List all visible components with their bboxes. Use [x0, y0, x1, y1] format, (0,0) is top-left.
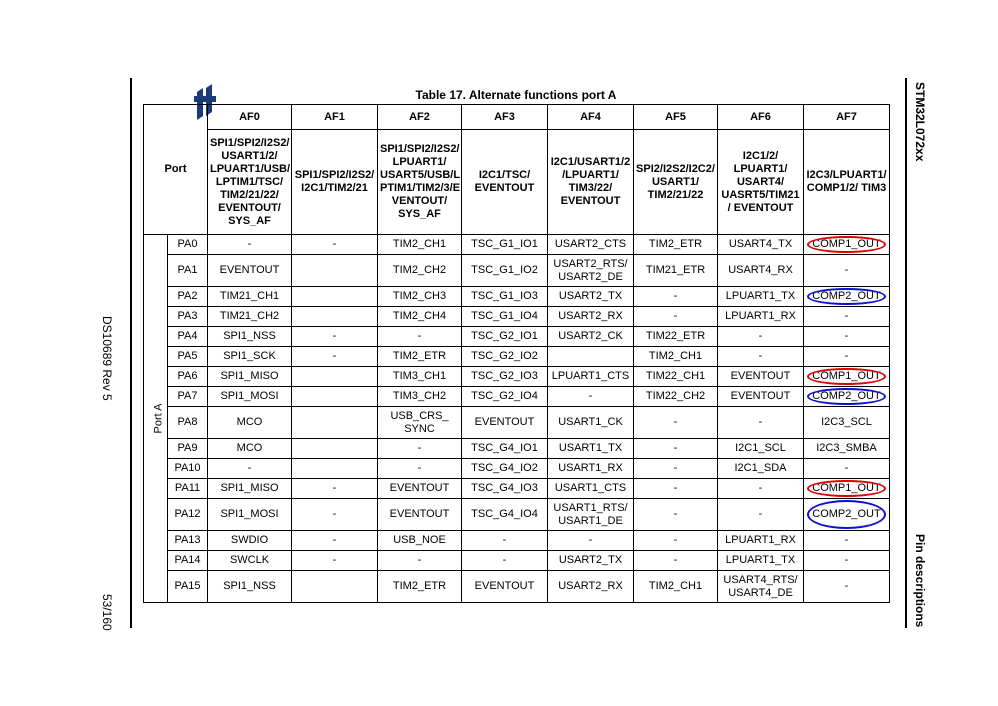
- table-header: [144, 105, 890, 235]
- af-header: AF1: [292, 105, 378, 130]
- af-cell: TSC_G1_IO4: [462, 307, 548, 327]
- af-cell: EVENTOUT: [718, 367, 804, 387]
- af-cell: TIM2_ETR: [378, 571, 462, 603]
- af-cell: USART2_TX: [548, 287, 634, 307]
- af-cell: -: [718, 479, 804, 499]
- pin-cell: PA10: [168, 459, 208, 479]
- af-cell: USART1_CK: [548, 407, 634, 439]
- pin-cell: PA12: [168, 499, 208, 531]
- af-cell: SPI1_MISO: [208, 479, 292, 499]
- af-value: COMP2_OUT: [812, 508, 881, 520]
- af-description: SPI1/SPI2/I2S2/ USART1/2/ LPUART1/USB/ LPTIM1/TSC/ TIM2/21/22/ EVENTOUT/ SYS_AF: [208, 130, 292, 235]
- af-cell: -: [804, 459, 890, 479]
- af-cell: -: [292, 479, 378, 499]
- af-cell: [292, 367, 378, 387]
- table-row: [144, 531, 890, 551]
- af-header: AF2: [378, 105, 462, 130]
- af-cell: MCO: [208, 407, 292, 439]
- af-header: AF7: [804, 105, 890, 130]
- af-cell: TSC_G1_IO2: [462, 255, 548, 287]
- af-header: AF6: [718, 105, 804, 130]
- right-margin: [903, 0, 943, 706]
- af-description: I2C1/USART1/2 /LPUART1/ TIM3/22/ EVENTOUT: [548, 130, 634, 235]
- table-row: [144, 439, 890, 459]
- af-cell: -: [292, 551, 378, 571]
- af-cell: USB_CRS_ SYNC: [378, 407, 462, 439]
- af-header-row: [144, 105, 890, 130]
- pin-cell: PA13: [168, 531, 208, 551]
- table-row: [144, 255, 890, 287]
- af-cell: -: [548, 531, 634, 551]
- af-cell: TSC_G2_IO2: [462, 347, 548, 367]
- table-row: [144, 347, 890, 367]
- pin-cell: PA0: [168, 235, 208, 255]
- af-value: COMP1_OUT: [812, 482, 881, 494]
- af-cell: USB_NOE: [378, 531, 462, 551]
- af-cell: -: [804, 551, 890, 571]
- af-cell: -: [804, 347, 890, 367]
- af-cell: -: [208, 459, 292, 479]
- af-cell: LPUART1_RX: [718, 531, 804, 551]
- af-cell: -: [634, 407, 718, 439]
- pin-cell: PA6: [168, 367, 208, 387]
- af-description: I2C3/LPUART1/ COMP1/2/ TIM3: [804, 130, 890, 235]
- af-cell: [292, 307, 378, 327]
- af-cell: TIM22_ETR: [634, 327, 718, 347]
- af-cell: -: [292, 531, 378, 551]
- af-cell: -: [634, 439, 718, 459]
- port-header: Port: [144, 105, 208, 235]
- af-cell: -: [804, 571, 890, 603]
- pin-cell: PA9: [168, 439, 208, 459]
- af-cell: [292, 287, 378, 307]
- af-header: AF4: [548, 105, 634, 130]
- af-cell: TIM2_CH4: [378, 307, 462, 327]
- table-row: [144, 459, 890, 479]
- af-cell: -: [292, 235, 378, 255]
- af-cell: EVENTOUT: [208, 255, 292, 287]
- af-header: AF3: [462, 105, 548, 130]
- af-value: COMP1_OUT: [812, 370, 881, 382]
- af-description: I2C1/TSC/ EVENTOUT: [462, 130, 548, 235]
- af-cell: TSC_G4_IO2: [462, 459, 548, 479]
- af-cell: TIM2_CH1: [634, 347, 718, 367]
- table-row: [144, 499, 890, 531]
- section-name: Pin descriptions: [913, 534, 927, 628]
- af-cell: -: [804, 327, 890, 347]
- af-cell: -: [292, 347, 378, 367]
- af-cell: [292, 439, 378, 459]
- port-group-cell: [144, 235, 168, 603]
- pin-cell: PA5: [168, 347, 208, 367]
- af-cell: USART4_TX: [718, 235, 804, 255]
- af-cell: [292, 255, 378, 287]
- af-cell: -: [378, 439, 462, 459]
- af-cell: I2C1_SDA: [718, 459, 804, 479]
- pin-cell: PA2: [168, 287, 208, 307]
- af-cell: [548, 347, 634, 367]
- page-number: 53/160: [100, 594, 114, 631]
- left-margin-rule: [130, 78, 132, 628]
- af-cell: [804, 287, 890, 307]
- af-cell: -: [462, 551, 548, 571]
- af-description: I2C1/2/ LPUART1/ USART4/ UASRT5/TIM21 / EVENTOUT: [718, 130, 804, 235]
- af-description: SPI2/I2S2/I2C2/ USART1/ TIM2/21/22: [634, 130, 718, 235]
- af-cell: -: [634, 307, 718, 327]
- af-cell: LPUART1_RX: [718, 307, 804, 327]
- af-cell: -: [292, 499, 378, 531]
- af-cell: I2C1_SCL: [718, 439, 804, 459]
- af-cell: [804, 235, 890, 255]
- af-cell: TIM2_ETR: [378, 347, 462, 367]
- af-cell: SPI1_MOSI: [208, 499, 292, 531]
- af-header: AF5: [634, 105, 718, 130]
- af-cell: -: [804, 531, 890, 551]
- af-cell: TIM3_CH1: [378, 367, 462, 387]
- document-revision: DS10689 Rev 5: [100, 316, 114, 401]
- table-row: [144, 327, 890, 347]
- af-cell: TSC_G2_IO4: [462, 387, 548, 407]
- pin-cell: PA15: [168, 571, 208, 603]
- af-description-row: [144, 130, 890, 235]
- af-cell: USART1_RX: [548, 459, 634, 479]
- af-description: SPI1/SPI2/I2S2/ LPUART1/ USART5/USB/L PTIM1/TIM2/3/E VENTOUT/ SYS_AF: [378, 130, 462, 235]
- af-cell: USART2_RX: [548, 307, 634, 327]
- af-cell: I2C3_SCL: [804, 407, 890, 439]
- af-cell: USART4_RTS/ USART4_DE: [718, 571, 804, 603]
- af-cell: [804, 387, 890, 407]
- left-margin: [92, 0, 132, 706]
- af-value: COMP1_OUT: [812, 238, 881, 250]
- table-row: [144, 307, 890, 327]
- af-cell: TIM22_CH1: [634, 367, 718, 387]
- af-header: AF0: [208, 105, 292, 130]
- af-cell: -: [718, 407, 804, 439]
- af-cell: USART2_CTS: [548, 235, 634, 255]
- af-cell: TSC_G4_IO4: [462, 499, 548, 531]
- af-cell: MCO: [208, 439, 292, 459]
- af-cell: TIM2_CH1: [634, 571, 718, 603]
- af-cell: USART1_TX: [548, 439, 634, 459]
- af-cell: EVENTOUT: [378, 499, 462, 531]
- af-cell: SPI1_SCK: [208, 347, 292, 367]
- af-cell: -: [548, 387, 634, 407]
- af-cell: USART1_CTS: [548, 479, 634, 499]
- af-cell: -: [462, 531, 548, 551]
- pin-cell: PA8: [168, 407, 208, 439]
- table-row: [144, 407, 890, 439]
- af-cell: -: [804, 307, 890, 327]
- af-cell: LPUART1_TX: [718, 551, 804, 571]
- af-cell: LPUART1_CTS: [548, 367, 634, 387]
- af-cell: SWDIO: [208, 531, 292, 551]
- af-cell: EVENTOUT: [378, 479, 462, 499]
- af-cell: -: [378, 459, 462, 479]
- af-cell: -: [634, 551, 718, 571]
- table-row: [144, 479, 890, 499]
- pin-cell: PA4: [168, 327, 208, 347]
- pin-cell: PA1: [168, 255, 208, 287]
- af-cell: SWCLK: [208, 551, 292, 571]
- af-value: COMP2_OUT: [812, 290, 881, 302]
- af-cell: USART2_CK: [548, 327, 634, 347]
- af-cell: -: [634, 499, 718, 531]
- af-cell: TIM2_ETR: [634, 235, 718, 255]
- af-value: COMP2_OUT: [812, 390, 881, 402]
- af-cell: TSC_G4_IO1: [462, 439, 548, 459]
- af-cell: TIM3_CH2: [378, 387, 462, 407]
- af-cell: TIM2_CH2: [378, 255, 462, 287]
- af-cell: [804, 499, 890, 531]
- pin-cell: PA14: [168, 551, 208, 571]
- af-cell: EVENTOUT: [718, 387, 804, 407]
- af-cell: -: [378, 327, 462, 347]
- af-cell: TSC_G1_IO1: [462, 235, 548, 255]
- af-cell: -: [804, 255, 890, 287]
- af-cell: -: [208, 235, 292, 255]
- af-cell: TSC_G2_IO1: [462, 327, 548, 347]
- af-cell: TSC_G1_IO3: [462, 287, 548, 307]
- af-cell: -: [378, 551, 462, 571]
- pin-cell: PA7: [168, 387, 208, 407]
- af-cell: TIM21_CH2: [208, 307, 292, 327]
- af-cell: [292, 571, 378, 603]
- af-cell: TIM21_CH1: [208, 287, 292, 307]
- af-cell: TIM22_CH2: [634, 387, 718, 407]
- af-cell: [292, 407, 378, 439]
- table-row: [144, 235, 890, 255]
- table-row: [144, 571, 890, 603]
- af-cell: TIM2_CH3: [378, 287, 462, 307]
- table-row: [144, 551, 890, 571]
- pin-cell: PA11: [168, 479, 208, 499]
- af-cell: -: [634, 459, 718, 479]
- af-cell: SPI1_NSS: [208, 571, 292, 603]
- af-cell: USART2_TX: [548, 551, 634, 571]
- product-name: STM32L072xx: [913, 82, 927, 162]
- port-group-label: Port A: [152, 403, 165, 434]
- af-cell: -: [634, 531, 718, 551]
- af-cell: SPI1_MISO: [208, 367, 292, 387]
- table-row: [144, 287, 890, 307]
- af-cell: [292, 459, 378, 479]
- af-cell: [804, 479, 890, 499]
- af-cell: USART4_RX: [718, 255, 804, 287]
- right-margin-rule: [905, 78, 907, 628]
- af-cell: -: [718, 347, 804, 367]
- af-cell: TSC_G2_IO3: [462, 367, 548, 387]
- af-cell: -: [634, 287, 718, 307]
- af-cell: -: [292, 327, 378, 347]
- af-cell: -: [718, 327, 804, 347]
- af-description: SPI1/SPI2/I2S2/ I2C1/TIM2/21: [292, 130, 378, 235]
- af-cell: SPI1_NSS: [208, 327, 292, 347]
- af-cell: TIM21_ETR: [634, 255, 718, 287]
- af-cell: -: [718, 499, 804, 531]
- af-cell: EVENTOUT: [462, 571, 548, 603]
- af-cell: EVENTOUT: [462, 407, 548, 439]
- table-body: [144, 235, 890, 603]
- af-cell: [292, 387, 378, 407]
- af-cell: USART2_RTS/ USART2_DE: [548, 255, 634, 287]
- af-cell: [804, 367, 890, 387]
- af-cell: USART2_RX: [548, 571, 634, 603]
- af-cell: TSC_G4_IO3: [462, 479, 548, 499]
- table-row: [144, 387, 890, 407]
- alternate-functions-table: [143, 104, 890, 603]
- table-row: [144, 367, 890, 387]
- pin-cell: PA3: [168, 307, 208, 327]
- table-title: Table 17. Alternate functions port A: [415, 88, 617, 102]
- af-cell: USART1_RTS/ USART1_DE: [548, 499, 634, 531]
- af-cell: -: [634, 479, 718, 499]
- af-cell: SPI1_MOSI: [208, 387, 292, 407]
- af-cell: I2C3_SMBA: [804, 439, 890, 459]
- af-cell: LPUART1_TX: [718, 287, 804, 307]
- af-cell: TIM2_CH1: [378, 235, 462, 255]
